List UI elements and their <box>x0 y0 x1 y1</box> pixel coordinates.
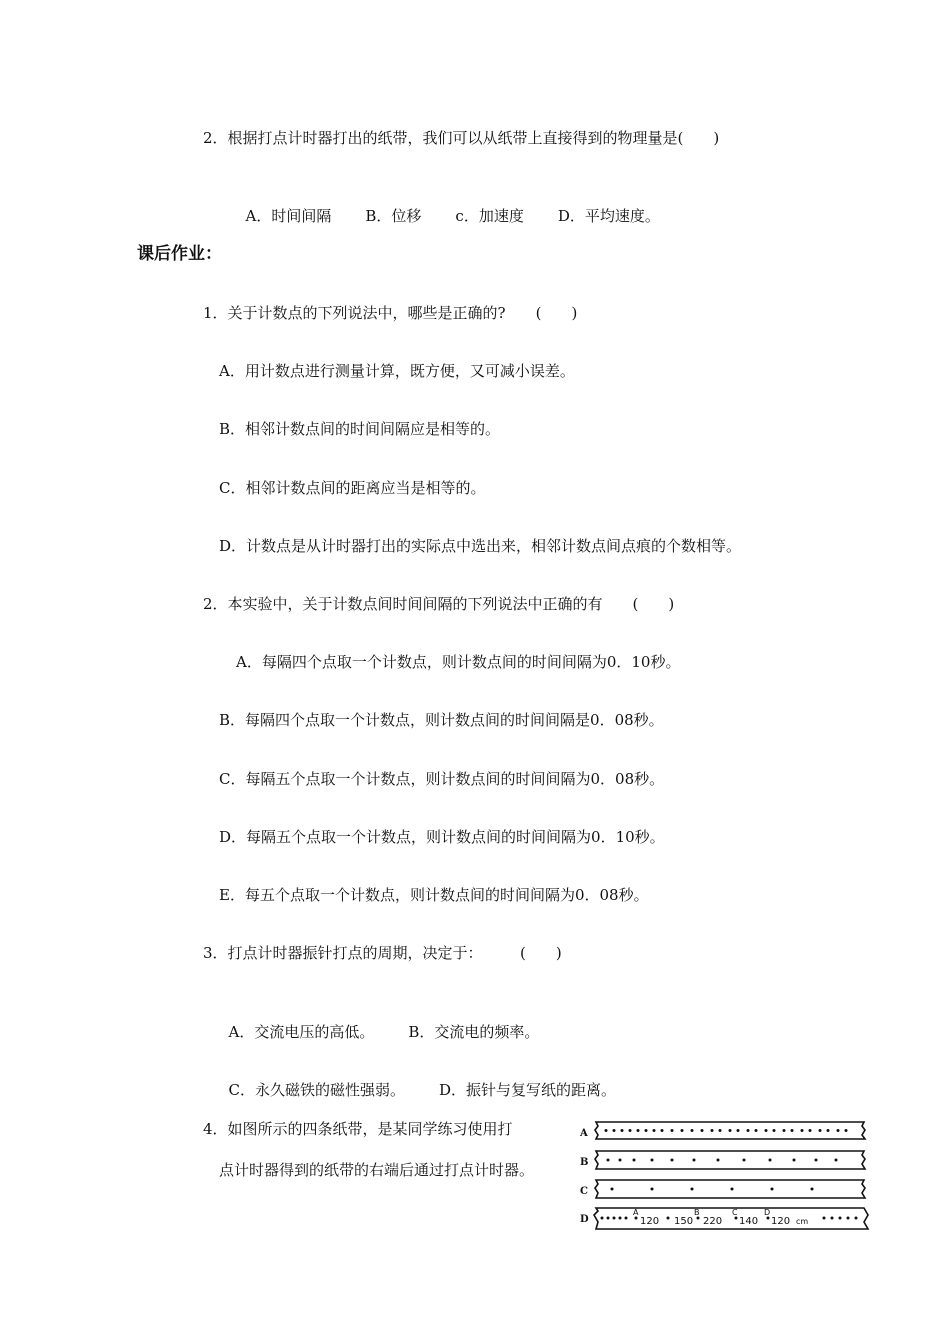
tape-a-label: A <box>580 1128 588 1139</box>
option-d: D．平均速度。 <box>557 207 660 225</box>
hw-q2-option-d: D．每隔五个点取一个计数点，则计数点间的时间间隔为0．10秒。 <box>219 828 665 846</box>
hw-q3-option-c: C．永久磁铁的磁性强弱。 <box>228 1081 406 1099</box>
hw-question-1-stem: 1．关于计数点的下列说法中，哪些是正确的? ( ) <box>203 304 578 322</box>
tape-b-dot <box>815 1159 818 1162</box>
tape-a-dot <box>613 1129 616 1132</box>
tape-c-strip <box>595 1180 865 1198</box>
hw-q3-option-b: B．交流电的频率。 <box>408 1023 540 1041</box>
tape-a-dot <box>827 1129 830 1132</box>
tape-d-point-a: A <box>633 1208 639 1217</box>
tape-a-dot <box>653 1129 656 1132</box>
tape-a-dot <box>701 1129 704 1132</box>
tape-b-dot <box>619 1159 622 1162</box>
tape-a-dot <box>791 1129 794 1132</box>
tape-b-dot <box>671 1159 674 1162</box>
hw-q1-option-c: C．相邻计数点间的距离应当是相等的。 <box>219 479 486 497</box>
tape-b-label: B <box>580 1157 589 1168</box>
tape-d-dot <box>619 1217 622 1220</box>
tape-a-dot <box>671 1129 674 1132</box>
tape-a-dot <box>681 1129 684 1132</box>
tape-a-dot <box>845 1129 848 1132</box>
tape-b-dot <box>693 1159 696 1162</box>
hw-q3-option-a: A．交流电压的高低。 <box>228 1023 375 1041</box>
tape-a-dot <box>773 1129 776 1132</box>
option-b: B．位移 <box>365 207 422 225</box>
question-2-stem: 2．根据打点计时器打出的纸带，我们可以从纸带上直接得到的物理量是( ) <box>203 129 720 147</box>
hw-q2-option-b: B．每隔四个点取一个计数点，则计数点间的时间间隔是0．08秒。 <box>219 711 664 729</box>
tape-d-dot <box>601 1217 604 1220</box>
tape-d-value-3: 220 <box>703 1216 723 1227</box>
tape-d-dot <box>667 1217 670 1220</box>
tape-a-dot <box>645 1129 648 1132</box>
tape-c-dot <box>611 1188 614 1191</box>
tape-d-label: D <box>580 1214 589 1225</box>
tape-b <box>580 1151 865 1169</box>
homework-heading: 课后作业： <box>137 244 222 264</box>
tape-d-dot <box>607 1217 610 1220</box>
tape-a-dot <box>755 1129 758 1132</box>
tape-d-dot <box>625 1217 628 1220</box>
hw-q3-option-d: D．振针与复写纸的距离。 <box>439 1081 617 1099</box>
tape-b-dot <box>717 1159 720 1162</box>
tape-d-dot <box>823 1217 826 1220</box>
tape-c-dot <box>731 1188 734 1191</box>
tape-a-dot <box>605 1129 608 1132</box>
hw-q2-option-a: A．每隔四个点取一个计数点，则计数点间的时间间隔为0．10秒。 <box>236 653 681 671</box>
tape-d-value-2: 150 <box>674 1216 694 1227</box>
tape-a-dot <box>747 1129 750 1132</box>
tape-a-dot <box>809 1129 812 1132</box>
tape-b-dots <box>607 1159 838 1162</box>
option-a: A．时间间隔 <box>245 207 332 225</box>
tape-c-dot <box>811 1188 814 1191</box>
tape-d-value-1: 120 <box>640 1216 660 1227</box>
tape-a-dot <box>837 1129 840 1132</box>
hw-question-4-stem-line-2: 点计时器得到的纸带的右端后通过打点计时器。 <box>219 1161 535 1179</box>
tape-c-dot <box>771 1188 774 1191</box>
tape-d-dot <box>613 1217 616 1220</box>
tape-a-dot <box>765 1129 768 1132</box>
tape-d <box>580 1208 868 1229</box>
tape-b-dot <box>793 1159 796 1162</box>
question-2-options <box>236 186 694 226</box>
hw-q1-option-d: D．计数点是从计时器打出的实际点中选出来，相邻计数点间点痕的个数相等。 <box>219 537 742 555</box>
tape-a-dot <box>621 1129 624 1132</box>
tape-d-point-c: C <box>732 1208 738 1217</box>
tape-c-dot <box>651 1188 654 1191</box>
tape-a-dots <box>605 1129 848 1132</box>
paper-tape-figure <box>578 1114 874 1238</box>
tape-a-dot <box>691 1129 694 1132</box>
tape-a-dot <box>711 1129 714 1132</box>
tape-a-dot <box>719 1129 722 1132</box>
tape-d-dot <box>839 1217 842 1220</box>
tape-a-dot <box>661 1129 664 1132</box>
hw-q1-option-a: A．用计数点进行测量计算，既方便，又可减小误差。 <box>219 362 575 380</box>
tape-b-dot <box>607 1159 610 1162</box>
tape-a-dot <box>819 1129 822 1132</box>
tape-a-dot <box>729 1129 732 1132</box>
tape-d-unit: cm <box>796 1217 809 1226</box>
tape-a-dot <box>637 1129 640 1132</box>
hw-q1-option-b: B．相邻计数点间的时间间隔应是相等的。 <box>219 420 501 438</box>
tape-a-dot <box>737 1129 740 1132</box>
tape-c-dot <box>691 1188 694 1191</box>
hw-question-2-stem: 2．本实验中，关于计数点间时间间隔的下列说法中正确的有 ( ) <box>203 595 675 613</box>
hw-q2-option-e: E．每五个点取一个计数点，则计数点间的时间间隔为0．08秒。 <box>219 886 649 904</box>
tape-a <box>579 1122 865 1139</box>
tape-d-dot <box>831 1217 834 1220</box>
tape-b-dot <box>633 1159 636 1162</box>
hw-question-3-stem: 3．打点计时器振针打点的周期，决定于： ( ) <box>203 944 562 962</box>
tape-d-point-d: D <box>764 1208 771 1217</box>
hw-q3-options-row-2 <box>219 1060 616 1100</box>
tape-c-dots <box>611 1188 814 1191</box>
tape-b-dot <box>743 1159 746 1162</box>
tape-c-label: C <box>580 1186 588 1197</box>
tape-b-dot <box>651 1159 654 1162</box>
tape-d-point-b: B <box>694 1208 700 1217</box>
tape-c <box>580 1180 865 1198</box>
tape-b-dot <box>769 1159 772 1162</box>
tape-d-value-4: 140 <box>739 1216 759 1227</box>
tape-b-dot <box>835 1159 838 1162</box>
hw-question-4-stem-line-1: 4．如图所示的四条纸带，是某同学练习使用打 <box>203 1120 513 1138</box>
option-c: c．加速度 <box>455 207 524 225</box>
hw-q2-option-c: C．每隔五个点取一个计数点，则计数点间的时间间隔为0．08秒。 <box>219 770 665 788</box>
tape-a-dot <box>783 1129 786 1132</box>
tape-d-dot <box>855 1217 858 1220</box>
tape-a-dot <box>801 1129 804 1132</box>
tape-d-dot <box>847 1217 850 1220</box>
tape-d-value-5: 120 <box>771 1216 791 1227</box>
hw-q3-options-row-1 <box>219 1002 539 1042</box>
tape-a-dot <box>629 1129 632 1132</box>
